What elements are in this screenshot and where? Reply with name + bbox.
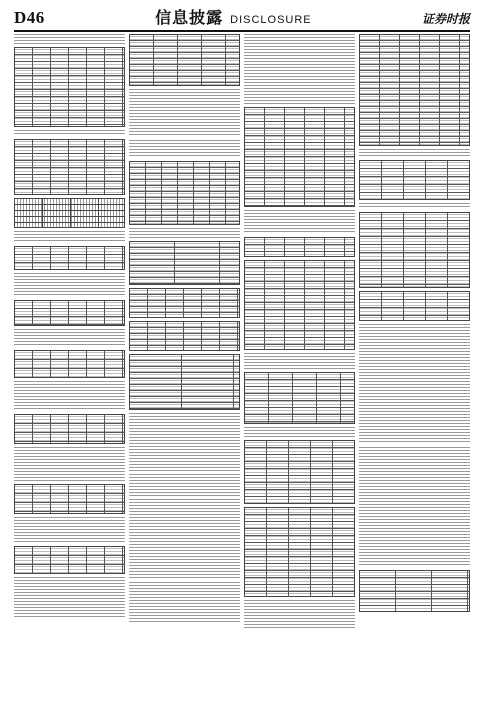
text-block: [14, 231, 125, 243]
text-block: [129, 499, 240, 579]
financial-table: [244, 237, 355, 257]
financial-table: [359, 160, 470, 200]
text-block: [14, 447, 125, 481]
financial-table: [244, 107, 355, 207]
text-block: [14, 329, 125, 347]
column-1: [14, 34, 125, 702]
financial-table: [14, 414, 125, 444]
financial-table: [14, 246, 125, 270]
financial-table: [244, 507, 355, 597]
text-block: [129, 228, 240, 238]
financial-table: [359, 570, 470, 612]
page-columns: [14, 34, 470, 702]
financial-table: [359, 34, 470, 146]
formula-block: [129, 140, 240, 158]
financial-table: [244, 440, 355, 504]
text-block: [359, 149, 470, 157]
text-block: [14, 381, 125, 411]
section-title-cn: 信息披露: [155, 10, 224, 27]
financial-table: [129, 321, 240, 351]
text-block: [14, 273, 125, 297]
financial-table: [129, 241, 240, 285]
financial-table: [129, 34, 240, 86]
text-block: [14, 34, 125, 44]
financial-table: [359, 212, 470, 288]
text-block: [14, 130, 125, 136]
financial-table: [14, 484, 125, 514]
text-block: [129, 89, 240, 137]
formula-block: [359, 447, 470, 567]
page-number: D46: [14, 8, 45, 27]
financial-table: [14, 47, 125, 127]
text-block: [129, 413, 240, 471]
financial-table: [14, 350, 125, 378]
text-block: [244, 34, 355, 104]
masthead: [14, 6, 470, 32]
column-2: [129, 34, 240, 702]
financial-table: [129, 354, 240, 410]
financial-table: [14, 300, 125, 326]
financial-table: [244, 372, 355, 424]
text-block: [14, 577, 125, 617]
column-3: [244, 34, 355, 702]
section-title-en: DISCLOSURE: [230, 14, 312, 26]
section-title: [155, 5, 312, 28]
newspaper-logo: 证券时报: [421, 12, 470, 26]
column-4: [359, 34, 470, 702]
financial-table: [129, 161, 240, 225]
text-block: [244, 600, 355, 630]
financial-table: [14, 139, 125, 195]
text-block: [244, 427, 355, 437]
text-block: [359, 324, 470, 444]
text-block: [14, 517, 125, 543]
financial-table: [359, 291, 470, 321]
financial-table: [244, 260, 355, 350]
text-block: [244, 210, 355, 234]
financial-table: [14, 198, 125, 228]
masthead-right: [422, 10, 470, 28]
text-block: [359, 203, 470, 209]
text-block: [129, 582, 240, 622]
text-block: [244, 353, 355, 369]
financial-table: [14, 546, 125, 574]
formula-block: [129, 474, 240, 496]
financial-table: [129, 288, 240, 318]
